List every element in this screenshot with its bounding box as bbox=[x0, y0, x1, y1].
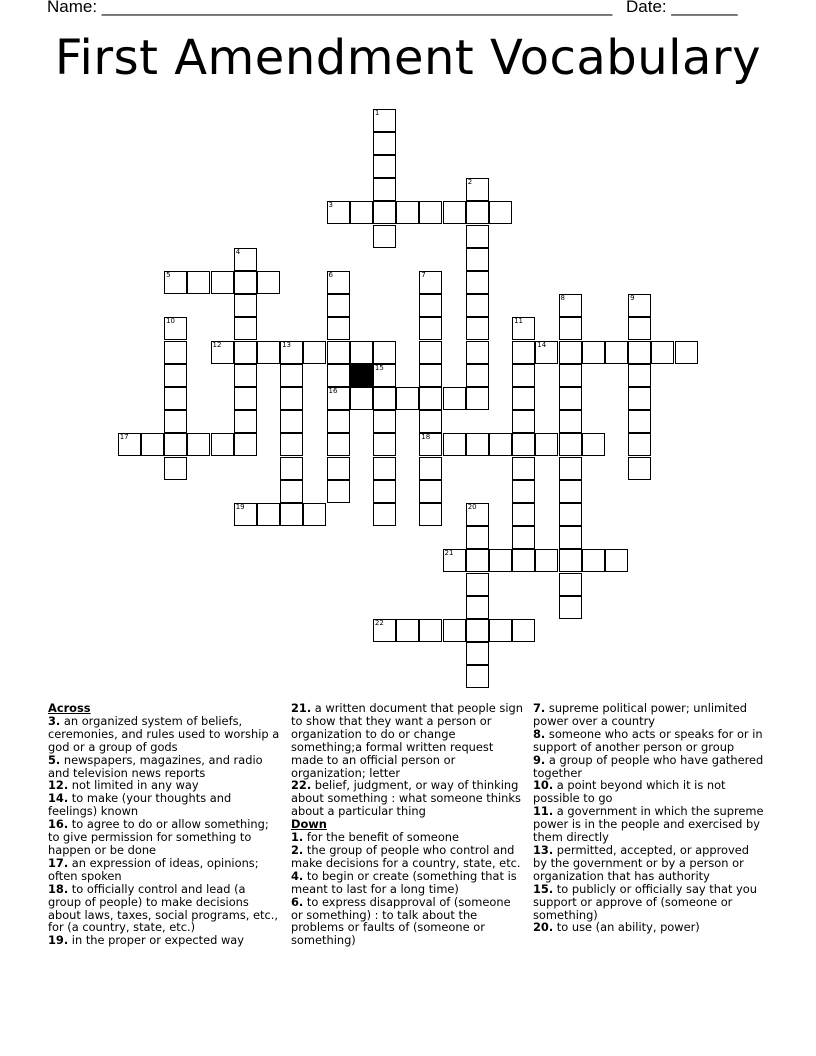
across-clue bbox=[48, 857, 280, 883]
down-clue bbox=[291, 844, 523, 870]
clue-column-2 bbox=[291, 702, 523, 947]
crossword-cell[interactable] bbox=[396, 201, 419, 224]
crossword-cell[interactable] bbox=[419, 271, 442, 294]
crossword-cell[interactable] bbox=[164, 317, 187, 340]
crossword-cell[interactable] bbox=[211, 271, 234, 294]
crossword-cell[interactable] bbox=[280, 503, 303, 526]
crossword-cell[interactable] bbox=[419, 201, 442, 224]
crossword-cell[interactable] bbox=[559, 410, 582, 433]
crossword-cell[interactable] bbox=[466, 201, 489, 224]
crossword-cell[interactable] bbox=[443, 549, 466, 572]
clue-label: 2. bbox=[291, 842, 304, 857]
crossword-cell[interactable] bbox=[512, 480, 535, 503]
clue-label: 15. bbox=[533, 881, 554, 896]
crossword-cell[interactable] bbox=[373, 410, 396, 433]
crossword-cell[interactable] bbox=[512, 619, 535, 642]
across-heading: Across bbox=[48, 701, 91, 715]
crossword-cell[interactable] bbox=[187, 271, 210, 294]
crossword-cell[interactable] bbox=[327, 410, 350, 433]
crossword-cell[interactable] bbox=[280, 410, 303, 433]
crossword-cell[interactable] bbox=[628, 341, 651, 364]
crossword-cell[interactable] bbox=[489, 619, 512, 642]
clue-text: an organized system of beliefs, ceremonies, and rules used to worship a god or a group of gods bbox=[48, 713, 280, 754]
crossword-cell[interactable] bbox=[234, 248, 257, 271]
crossword-cell[interactable] bbox=[628, 457, 651, 480]
clue-number: 13 bbox=[282, 340, 292, 349]
black-cell bbox=[350, 364, 373, 387]
clue-number: 14 bbox=[537, 340, 547, 349]
clue-text: someone who acts or speaks for or in support of another person or group bbox=[533, 726, 763, 754]
crossword-cell[interactable] bbox=[280, 433, 303, 456]
clue-text: a point beyond which it is not possible to go bbox=[533, 778, 726, 806]
down-clue bbox=[291, 870, 523, 896]
crossword-cell[interactable] bbox=[559, 596, 582, 619]
crossword-cell[interactable] bbox=[373, 132, 396, 155]
crossword-cell[interactable] bbox=[443, 433, 466, 456]
crossword-cell[interactable] bbox=[512, 433, 535, 456]
across-clue bbox=[48, 715, 280, 754]
crossword-cell[interactable] bbox=[419, 317, 442, 340]
clue-number: 17 bbox=[119, 433, 129, 442]
across-clue bbox=[48, 934, 280, 947]
crossword-cell[interactable] bbox=[280, 457, 303, 480]
clue-number: 21 bbox=[444, 549, 454, 558]
clue-text: to express disapproval of (someone or something) : to talk about the problems or faults of (someone or something) bbox=[291, 894, 511, 948]
clue-number: 10 bbox=[166, 317, 176, 326]
clue-label: 9. bbox=[533, 752, 546, 767]
clue-label: 20. bbox=[533, 920, 554, 935]
crossword-cell[interactable] bbox=[327, 387, 350, 410]
crossword-cell[interactable] bbox=[373, 433, 396, 456]
down-clue bbox=[533, 702, 765, 728]
crossword-cell[interactable] bbox=[559, 503, 582, 526]
crossword-cell[interactable] bbox=[443, 387, 466, 410]
clue-text: belief, judgment, or way of thinking about something : what someone thinks about a particular thing bbox=[291, 778, 521, 819]
across-clue bbox=[48, 754, 280, 780]
crossword-cell[interactable] bbox=[466, 364, 489, 387]
down-clue bbox=[291, 896, 523, 948]
crossword-cell[interactable] bbox=[419, 619, 442, 642]
crossword-cell[interactable] bbox=[164, 410, 187, 433]
crossword-cell[interactable] bbox=[419, 410, 442, 433]
crossword-cell[interactable] bbox=[164, 457, 187, 480]
crossword-cell[interactable] bbox=[280, 364, 303, 387]
clue-label: 6. bbox=[291, 894, 304, 909]
crossword-cell[interactable] bbox=[651, 341, 674, 364]
clue-text: a government in which the supreme power is in the people and exercised by them directly bbox=[533, 804, 764, 845]
clue-label: 4. bbox=[291, 868, 304, 883]
crossword-cell[interactable] bbox=[559, 341, 582, 364]
crossword-cell[interactable] bbox=[327, 457, 350, 480]
clue-number: 8 bbox=[560, 294, 565, 303]
clue-number: 5 bbox=[166, 270, 171, 279]
across-clue bbox=[48, 792, 280, 818]
crossword-cell[interactable] bbox=[582, 549, 605, 572]
crossword-cell[interactable] bbox=[582, 341, 605, 364]
clue-column-3 bbox=[533, 702, 765, 934]
clue-number: 12 bbox=[212, 340, 222, 349]
crossword-cell[interactable] bbox=[466, 294, 489, 317]
crossword-cell[interactable] bbox=[234, 317, 257, 340]
clue-label: 14. bbox=[48, 791, 69, 806]
down-clue bbox=[533, 805, 765, 844]
crossword-cell[interactable] bbox=[234, 341, 257, 364]
crossword-cell[interactable] bbox=[512, 503, 535, 526]
crossword-cell[interactable] bbox=[466, 341, 489, 364]
crossword-cell[interactable] bbox=[211, 341, 234, 364]
clue-number: 7 bbox=[421, 270, 426, 279]
crossword-cell[interactable] bbox=[396, 387, 419, 410]
crossword-cell[interactable] bbox=[675, 341, 698, 364]
crossword-cell[interactable] bbox=[419, 387, 442, 410]
crossword-cell[interactable] bbox=[234, 387, 257, 410]
clue-text: for the benefit of someone bbox=[303, 830, 460, 845]
crossword-cell[interactable] bbox=[628, 433, 651, 456]
clue-label: 5. bbox=[48, 752, 61, 767]
crossword-cell[interactable] bbox=[512, 387, 535, 410]
name-field[interactable]: Name: ______________________________________________________ bbox=[47, 0, 613, 16]
crossword-cell[interactable] bbox=[303, 341, 326, 364]
crossword-cell[interactable] bbox=[466, 387, 489, 410]
clue-label: 21. bbox=[291, 701, 312, 715]
crossword-cell[interactable] bbox=[559, 480, 582, 503]
clue-label: 1. bbox=[291, 830, 304, 845]
crossword-cell[interactable] bbox=[443, 201, 466, 224]
crossword-cell[interactable] bbox=[559, 387, 582, 410]
crossword-cell[interactable] bbox=[466, 433, 489, 456]
clue-label: 11. bbox=[533, 804, 554, 819]
crossword-cell[interactable] bbox=[118, 433, 141, 456]
crossword-cell[interactable] bbox=[327, 341, 350, 364]
clue-number: 20 bbox=[467, 502, 477, 511]
clue-text: to agree to do or allow something; to give permission for something to happen or be done bbox=[48, 817, 269, 857]
crossword-cell[interactable] bbox=[164, 341, 187, 364]
crossword-cell[interactable] bbox=[373, 387, 396, 410]
crossword-cell[interactable] bbox=[419, 503, 442, 526]
crossword-cell[interactable] bbox=[419, 433, 442, 456]
crossword-cell[interactable] bbox=[327, 294, 350, 317]
clue-text: to use (an ability, power) bbox=[553, 920, 700, 935]
crossword-cell[interactable] bbox=[628, 364, 651, 387]
crossword-cell[interactable] bbox=[373, 109, 396, 132]
crossword-cell[interactable] bbox=[373, 155, 396, 178]
down-heading: Down bbox=[291, 817, 327, 832]
crossword-cell[interactable] bbox=[234, 433, 257, 456]
clue-text: a written document that people sign to show that they want a person or organization to do or change something;a formal written request made to an official person or organization; letter bbox=[291, 701, 523, 780]
crossword-cell[interactable] bbox=[559, 364, 582, 387]
crossword-cell[interactable] bbox=[419, 294, 442, 317]
clue-number: 9 bbox=[630, 294, 635, 303]
clue-text: a group of people who have gathered together bbox=[533, 752, 764, 780]
crossword-cell[interactable] bbox=[512, 457, 535, 480]
crossword-cell[interactable] bbox=[327, 433, 350, 456]
clue-number: 1 bbox=[374, 108, 380, 117]
crossword-cell[interactable] bbox=[164, 433, 187, 456]
crossword-cell[interactable] bbox=[512, 526, 535, 549]
crossword-cell[interactable] bbox=[257, 503, 280, 526]
crossword-cell[interactable] bbox=[373, 619, 396, 642]
crossword-cell[interactable] bbox=[211, 433, 234, 456]
crossword-cell[interactable] bbox=[535, 341, 558, 364]
crossword-cell[interactable] bbox=[234, 410, 257, 433]
clue-number: 4 bbox=[235, 247, 241, 256]
clue-number: 16 bbox=[328, 386, 338, 395]
crossword-cell[interactable] bbox=[373, 201, 396, 224]
clue-label: 16. bbox=[48, 817, 69, 832]
clue-label: 10. bbox=[533, 778, 554, 793]
crossword-cell[interactable] bbox=[559, 433, 582, 456]
clue-label: 19. bbox=[48, 933, 69, 948]
crossword-cell[interactable] bbox=[257, 271, 280, 294]
down-clue bbox=[533, 728, 765, 754]
clue-label: 3. bbox=[48, 713, 61, 728]
clue-column-1 bbox=[48, 702, 280, 947]
clue-text: to publicly or officially say that you support or approve of (someone or something) bbox=[533, 881, 757, 922]
crossword-cell[interactable] bbox=[559, 573, 582, 596]
crossword-cell[interactable] bbox=[535, 433, 558, 456]
clue-text: an expression of ideas, opinions; often spoken bbox=[48, 855, 259, 883]
clue-number: 15 bbox=[374, 363, 384, 372]
crossword-cell[interactable] bbox=[234, 271, 257, 294]
crossword-cell[interactable] bbox=[327, 201, 350, 224]
crossword-cell[interactable] bbox=[327, 271, 350, 294]
crossword-cell[interactable] bbox=[512, 549, 535, 572]
crossword-cell[interactable] bbox=[466, 271, 489, 294]
date-field[interactable]: Date: _______ bbox=[626, 0, 738, 16]
clue-text: not limited in any way bbox=[68, 778, 199, 793]
clue-number: 11 bbox=[514, 317, 524, 326]
clue-text: permitted, accepted, or approved by the government or by a person or organization that has authority bbox=[533, 842, 749, 883]
crossword-cell[interactable] bbox=[419, 341, 442, 364]
crossword-cell[interactable] bbox=[466, 596, 489, 619]
crossword-cell[interactable] bbox=[419, 480, 442, 503]
crossword-cell[interactable] bbox=[559, 317, 582, 340]
clue-label: 7. bbox=[533, 701, 546, 715]
crossword-cell[interactable] bbox=[350, 387, 373, 410]
crossword-cell[interactable] bbox=[373, 364, 396, 387]
crossword-cell[interactable] bbox=[373, 457, 396, 480]
crossword-cell[interactable] bbox=[373, 480, 396, 503]
crossword-cell[interactable] bbox=[303, 503, 326, 526]
crossword-cell[interactable] bbox=[350, 201, 373, 224]
crossword-cell[interactable] bbox=[443, 619, 466, 642]
crossword-cell[interactable] bbox=[559, 457, 582, 480]
down-clue bbox=[533, 779, 765, 805]
crossword-cell[interactable] bbox=[628, 410, 651, 433]
crossword-cell[interactable] bbox=[280, 480, 303, 503]
crossword-cell[interactable] bbox=[164, 364, 187, 387]
clue-text: the group of people who control and make decisions for a country, state, etc. bbox=[291, 842, 521, 870]
crossword-cell[interactable] bbox=[187, 433, 210, 456]
crossword-cell[interactable] bbox=[373, 178, 396, 201]
crossword-cell[interactable] bbox=[466, 573, 489, 596]
clue-text: to begin or create (something that is meant to last for a long time) bbox=[291, 868, 517, 896]
clue-text: newspapers, magazines, and radio and television news reports bbox=[48, 752, 263, 780]
crossword-cell[interactable] bbox=[466, 248, 489, 271]
crossword-cell[interactable] bbox=[234, 294, 257, 317]
crossword-cell[interactable] bbox=[373, 341, 396, 364]
crossword-cell[interactable] bbox=[350, 341, 373, 364]
clue-number: 6 bbox=[328, 270, 333, 279]
crossword-cell[interactable] bbox=[234, 503, 257, 526]
puzzle-title: First Amendment Vocabulary bbox=[54, 30, 762, 86]
clue-number: 3 bbox=[328, 201, 333, 210]
crossword-cell[interactable] bbox=[373, 225, 396, 248]
crossword-cell[interactable] bbox=[535, 549, 558, 572]
down-clue bbox=[533, 883, 765, 922]
crossword-cell[interactable] bbox=[559, 526, 582, 549]
crossword-cell[interactable] bbox=[512, 317, 535, 340]
crossword-cell[interactable] bbox=[164, 271, 187, 294]
crossword-cell[interactable] bbox=[559, 294, 582, 317]
clue-text: to officially control and lead (a group of people) to make decisions about laws, taxes, social programs, etc., for (a country, state, etc.) bbox=[48, 881, 279, 935]
crossword-cell[interactable] bbox=[164, 387, 187, 410]
clue-label: 18. bbox=[48, 881, 69, 896]
crossword-cell[interactable] bbox=[489, 201, 512, 224]
crossword-cell[interactable] bbox=[327, 364, 350, 387]
crossword-cell[interactable] bbox=[512, 341, 535, 364]
crossword-cell[interactable] bbox=[419, 364, 442, 387]
crossword-cell[interactable] bbox=[489, 549, 512, 572]
crossword-cell[interactable] bbox=[466, 642, 489, 665]
crossword-cell[interactable] bbox=[280, 341, 303, 364]
clue-text: to make (your thoughts and feelings) known bbox=[48, 791, 232, 819]
crossword-cell[interactable] bbox=[466, 317, 489, 340]
crossword-cell[interactable] bbox=[466, 526, 489, 549]
crossword-cell[interactable] bbox=[466, 665, 489, 688]
clue-number: 2 bbox=[467, 178, 473, 187]
crossword-cell[interactable] bbox=[628, 294, 651, 317]
crossword-cell[interactable] bbox=[396, 619, 419, 642]
clue-number: 19 bbox=[235, 502, 245, 511]
clue-text: supreme political power; unlimited power over a country bbox=[533, 701, 748, 728]
across-clue bbox=[291, 702, 523, 779]
crossword-cell[interactable] bbox=[489, 433, 512, 456]
crossword-cell[interactable] bbox=[327, 480, 350, 503]
clue-label: 22. bbox=[291, 778, 312, 793]
crossword-cell[interactable] bbox=[234, 364, 257, 387]
crossword-cell[interactable] bbox=[628, 317, 651, 340]
crossword-cell[interactable] bbox=[141, 433, 164, 456]
crossword-cell[interactable] bbox=[466, 225, 489, 248]
crossword-cell[interactable] bbox=[257, 341, 280, 364]
crossword-cell[interactable] bbox=[559, 549, 582, 572]
clue-number: 22 bbox=[374, 618, 384, 627]
across-clue bbox=[48, 883, 280, 935]
crossword-cell[interactable] bbox=[280, 387, 303, 410]
crossword-cell[interactable] bbox=[466, 549, 489, 572]
crossword-cell[interactable] bbox=[466, 178, 489, 201]
crossword-cell[interactable] bbox=[605, 341, 628, 364]
clue-label: 12. bbox=[48, 778, 69, 793]
crossword-cell[interactable] bbox=[373, 503, 396, 526]
crossword-cell[interactable] bbox=[512, 410, 535, 433]
crossword-cell[interactable] bbox=[419, 457, 442, 480]
crossword-cell[interactable] bbox=[605, 549, 628, 572]
clue-label: 13. bbox=[533, 842, 554, 857]
crossword-cell[interactable] bbox=[466, 503, 489, 526]
down-clue bbox=[533, 844, 765, 883]
across-clue bbox=[291, 779, 523, 818]
clue-number: 18 bbox=[421, 433, 431, 442]
down-clue bbox=[533, 921, 765, 934]
clue-text: in the proper or expected way bbox=[68, 933, 244, 948]
crossword-cell[interactable] bbox=[466, 619, 489, 642]
down-clue bbox=[533, 754, 765, 780]
crossword-cell[interactable] bbox=[582, 433, 605, 456]
clue-label: 8. bbox=[533, 726, 546, 741]
clue-label: 17. bbox=[48, 855, 69, 870]
crossword-cell[interactable] bbox=[512, 364, 535, 387]
crossword-cell[interactable] bbox=[628, 387, 651, 410]
across-clue bbox=[48, 818, 280, 857]
crossword-cell[interactable] bbox=[327, 317, 350, 340]
